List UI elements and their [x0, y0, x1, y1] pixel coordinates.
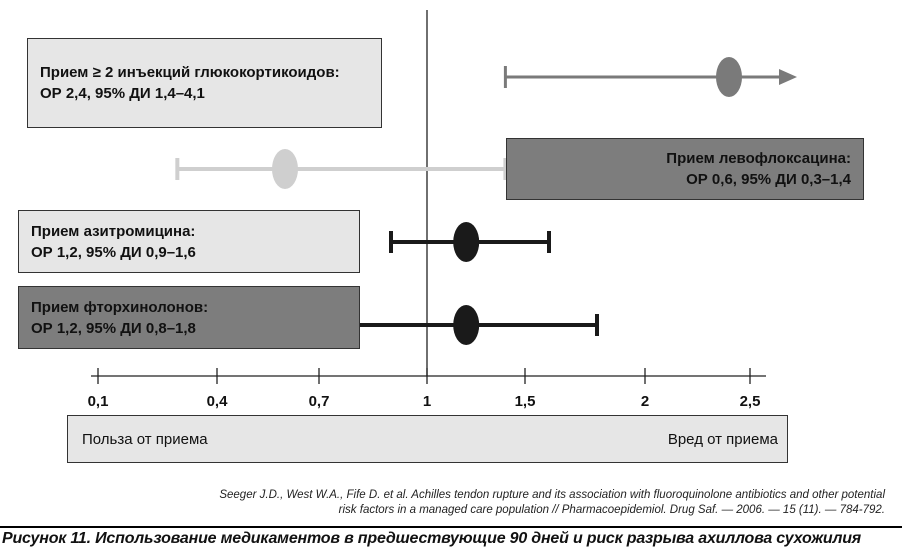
label-box-fluoroquinolones — [18, 286, 360, 349]
label-name-azithromycin: Прием азитромицина: — [31, 222, 196, 240]
label-name-levofloxacin: Прием левофлоксацина: — [666, 150, 851, 167]
x-tick-label: 2,5 — [739, 393, 761, 410]
reference-line-2: risk factors in a managed care population // Pharmacoepidemiol. Drug Saf. — 2006. — 15 (11). — 784-792. — [338, 504, 885, 516]
benefit-label: Польза от приема — [82, 430, 208, 448]
label-box-azithromycin — [18, 210, 360, 273]
label-name-glucocorticoids: Прием ≥ 2 инъекций глюкокортикоидов: — [40, 64, 340, 81]
label-stats-azithromycin: ОР 1,2, 95% ДИ 0,9–1,6 — [31, 243, 196, 261]
caption-divider — [0, 526, 902, 528]
harm-label: Вред от приема — [667, 430, 778, 448]
ci-arrow-glucocorticoids — [779, 69, 797, 85]
point-estimate-fluoroquinolones — [453, 305, 479, 345]
x-tick-label: 1,5 — [514, 393, 536, 410]
x-tick-label: 0,1 — [87, 393, 109, 410]
label-box-levofloxacin — [506, 138, 864, 200]
benefit-harm-bar — [67, 415, 788, 463]
x-tick-label: 0,7 — [308, 393, 330, 410]
label-name-fluoroquinolones: Прием фторхинолонов: — [31, 298, 209, 316]
label-box-glucocorticoids — [27, 38, 382, 128]
x-tick-label: 1 — [422, 393, 432, 410]
source-reference — [150, 488, 885, 518]
reference-line-1: Seeger J.D., West W.A., Fife D. et al. Achilles tendon rupture and its association with fluoroquinolone antibiotics and other potential — [219, 489, 885, 501]
figure-caption: Рисунок 11. Использование медикаментов в предшествующие 90 дней и риск разрыва ахиллова сухожилия — [2, 530, 862, 547]
point-estimate-azithromycin — [453, 222, 479, 262]
x-tick-label: 2 — [640, 393, 650, 410]
label-stats-levofloxacin: ОР 0,6, 95% ДИ 0,3–1,4 — [686, 171, 851, 188]
point-estimate-glucocorticoids — [716, 57, 742, 97]
label-stats-fluoroquinolones: ОР 1,2, 95% ДИ 0,8–1,8 — [31, 319, 196, 337]
point-estimate-levofloxacin — [272, 149, 298, 189]
label-stats-glucocorticoids: ОР 2,4, 95% ДИ 1,4–4,1 — [40, 85, 205, 102]
x-tick-label: 0,4 — [206, 393, 228, 410]
